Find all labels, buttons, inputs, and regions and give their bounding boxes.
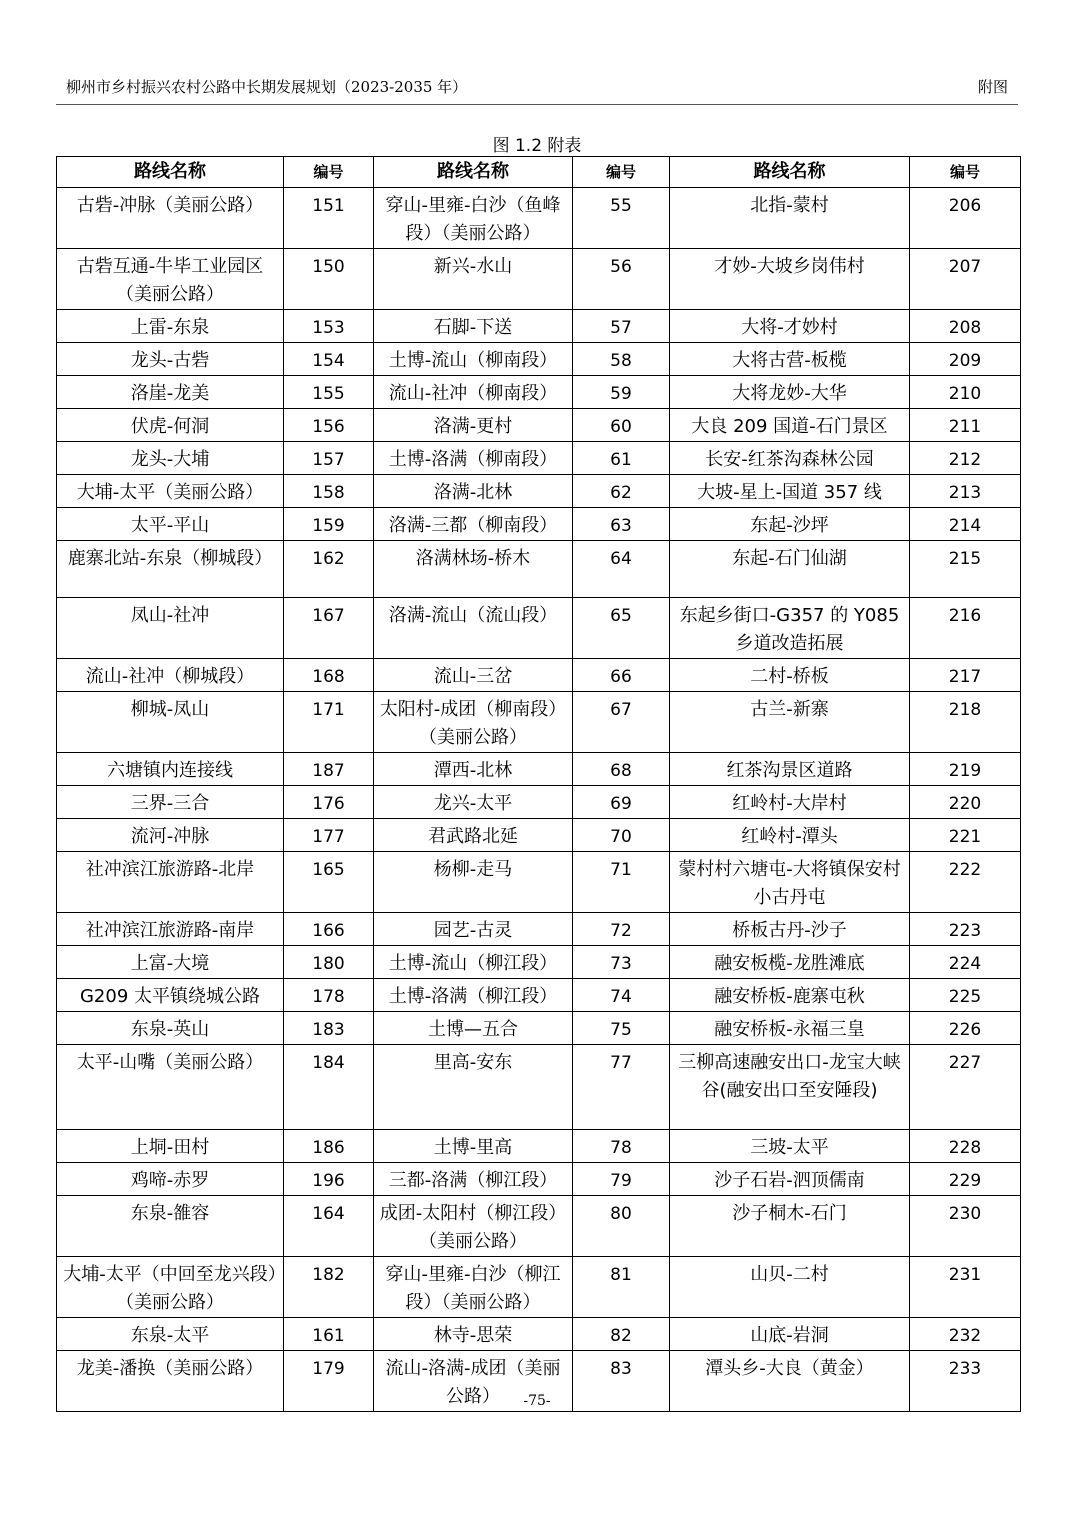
table-row (57, 188, 1021, 249)
route-number-cell: 151 (284, 188, 374, 249)
route-name-cell: 新兴-水山 (374, 249, 573, 310)
route-number-cell: 210 (910, 376, 1021, 409)
table-row (57, 541, 1021, 598)
route-name-cell: 融安桥板-鹿寨屯秋 (670, 979, 910, 1012)
route-name-cell: 红岭村-大岸村 (670, 786, 910, 819)
route-name-cell: 鸡啼-赤罗 (57, 1163, 284, 1196)
route-number-cell: 184 (284, 1045, 374, 1130)
route-name-cell: 上垌-田村 (57, 1130, 284, 1163)
route-name-cell: 三柳高速融安出口-龙宝大峡谷(融安出口至安陲段) (670, 1045, 910, 1130)
table-row (57, 598, 1021, 659)
route-name-cell: 古兰-新寨 (670, 692, 910, 753)
table-row (57, 1257, 1021, 1318)
table-row (57, 409, 1021, 442)
route-number-cell: 70 (573, 819, 670, 852)
route-number-cell: 83 (573, 1351, 670, 1412)
route-number-cell: 64 (573, 541, 670, 598)
route-number-cell: 69 (573, 786, 670, 819)
route-number-cell: 71 (573, 852, 670, 913)
route-number-cell: 183 (284, 1012, 374, 1045)
route-number-cell: 223 (910, 913, 1021, 946)
route-number-cell: 218 (910, 692, 1021, 753)
route-name-cell: 山贝-二村 (670, 1257, 910, 1318)
route-number-cell: 168 (284, 659, 374, 692)
route-number-cell: 206 (910, 188, 1021, 249)
route-name-cell: 洛满-三都（柳南段） (374, 508, 573, 541)
route-number-cell: 179 (284, 1351, 374, 1412)
route-number-cell: 196 (284, 1163, 374, 1196)
route-name-cell: 洛崖-龙美 (57, 376, 284, 409)
route-name-cell: 古砦-冲脉（美丽公路） (57, 188, 284, 249)
route-number-cell: 58 (573, 343, 670, 376)
route-number-cell: 75 (573, 1012, 670, 1045)
table-row (57, 786, 1021, 819)
route-number-cell: 159 (284, 508, 374, 541)
route-number-cell: 66 (573, 659, 670, 692)
route-name-cell: 潭西-北林 (374, 753, 573, 786)
route-name-cell: 潭头乡-大良（黄金） (670, 1351, 910, 1412)
route-name-cell: 桥板古丹-沙子 (670, 913, 910, 946)
route-name-cell: 大坡-星上-国道 357 线 (670, 475, 910, 508)
route-name-cell: 流山-三岔 (374, 659, 573, 692)
route-name-cell: 三坡-太平 (670, 1130, 910, 1163)
route-name-cell: 东泉-雒容 (57, 1196, 284, 1257)
table-row (57, 1196, 1021, 1257)
route-name-cell: 大良 209 国道-石门景区 (670, 409, 910, 442)
route-name-cell: 鹿寨北站-东泉（柳城段） (57, 541, 284, 598)
route-number-cell: 154 (284, 343, 374, 376)
route-name-cell: 穿山-里雍-白沙（鱼峰段）（美丽公路） (374, 188, 573, 249)
route-name-cell: 上雷-东泉 (57, 310, 284, 343)
route-name-cell: 社冲滨江旅游路-北岸 (57, 852, 284, 913)
route-number-cell: 158 (284, 475, 374, 508)
route-name-cell: 土博-流山（柳江段） (374, 946, 573, 979)
route-name-cell: 蒙村村六塘屯-大将镇保安村小古丹屯 (670, 852, 910, 913)
route-number-cell: 219 (910, 753, 1021, 786)
table-row (57, 310, 1021, 343)
route-name-cell: 洛满-流山（流山段） (374, 598, 573, 659)
document-header-title: 柳州市乡村振兴农村公路中长期发展规划（2023-2035 年） (66, 78, 468, 96)
column-header-route-name: 路线名称 (57, 157, 284, 188)
route-number-cell: 63 (573, 508, 670, 541)
route-number-cell: 72 (573, 913, 670, 946)
route-number-cell: 215 (910, 541, 1021, 598)
route-name-cell: 才妙-大坡乡岗伟村 (670, 249, 910, 310)
route-number-cell: 62 (573, 475, 670, 508)
table-row (57, 343, 1021, 376)
route-number-cell: 56 (573, 249, 670, 310)
route-number-cell: 232 (910, 1318, 1021, 1351)
route-number-cell: 68 (573, 753, 670, 786)
route-name-cell: 太平-平山 (57, 508, 284, 541)
route-name-cell: 龙头-古砦 (57, 343, 284, 376)
column-header-route-name: 路线名称 (374, 157, 573, 188)
route-name-cell: 龙兴-太平 (374, 786, 573, 819)
table-row (57, 1130, 1021, 1163)
route-name-cell: 土博-洛满（柳江段） (374, 979, 573, 1012)
route-name-cell: 二村-桥板 (670, 659, 910, 692)
route-number-cell: 180 (284, 946, 374, 979)
route-number-cell: 161 (284, 1318, 374, 1351)
route-name-cell: 六塘镇内连接线 (57, 753, 284, 786)
route-number-cell: 221 (910, 819, 1021, 852)
table-body (57, 188, 1021, 1412)
table-row (57, 376, 1021, 409)
route-name-cell: 大将龙妙-大华 (670, 376, 910, 409)
route-number-cell: 227 (910, 1045, 1021, 1130)
route-name-cell: 里高-安东 (374, 1045, 573, 1130)
route-name-cell: 山底-岩洞 (670, 1318, 910, 1351)
route-name-cell: 龙头-大埔 (57, 442, 284, 475)
route-number-cell: 208 (910, 310, 1021, 343)
route-name-cell: 土博-洛满（柳南段） (374, 442, 573, 475)
route-name-cell: 太阳村-成团（柳南段）（美丽公路） (374, 692, 573, 753)
route-name-cell: 流山-社冲（柳城段） (57, 659, 284, 692)
route-name-cell: 杨柳-走马 (374, 852, 573, 913)
route-name-cell: 太平-山嘴（美丽公路） (57, 1045, 284, 1130)
route-number-cell: 77 (573, 1045, 670, 1130)
route-name-cell: 伏虎-何洞 (57, 409, 284, 442)
route-number-cell: 225 (910, 979, 1021, 1012)
route-name-cell: 融安桥板-永福三皇 (670, 1012, 910, 1045)
table-row (57, 692, 1021, 753)
route-number-cell: 212 (910, 442, 1021, 475)
route-number-cell: 165 (284, 852, 374, 913)
route-number-cell: 214 (910, 508, 1021, 541)
route-name-cell: 大将-才妙村 (670, 310, 910, 343)
table-row (57, 1318, 1021, 1351)
route-number-cell: 65 (573, 598, 670, 659)
route-number-cell: 67 (573, 692, 670, 753)
route-name-cell: 成团-太阳村（柳江段）（美丽公路） (374, 1196, 573, 1257)
table-header-row (57, 157, 1021, 188)
page-number: -75- (523, 1393, 551, 1409)
route-number-cell: 79 (573, 1163, 670, 1196)
route-name-cell: 龙美-潘换（美丽公路） (57, 1351, 284, 1412)
route-number-cell: 178 (284, 979, 374, 1012)
route-name-cell: 洛满-更村 (374, 409, 573, 442)
route-number-cell: 209 (910, 343, 1021, 376)
table-row (57, 753, 1021, 786)
table-row (57, 442, 1021, 475)
route-number-cell: 231 (910, 1257, 1021, 1318)
table-row (57, 249, 1021, 310)
route-number-cell: 162 (284, 541, 374, 598)
table-row (57, 1163, 1021, 1196)
route-name-cell: 土博—五合 (374, 1012, 573, 1045)
route-number-cell: 82 (573, 1318, 670, 1351)
route-name-cell: 红茶沟景区道路 (670, 753, 910, 786)
route-number-cell: 74 (573, 979, 670, 1012)
route-name-cell: 东泉-英山 (57, 1012, 284, 1045)
route-name-cell: 土博-里高 (374, 1130, 573, 1163)
route-name-cell: 东起乡街口-G357 的 Y085 乡道改造拓展 (670, 598, 910, 659)
route-number-cell: 73 (573, 946, 670, 979)
table-row (57, 852, 1021, 913)
route-table (56, 156, 1021, 1412)
column-header-number: 编号 (284, 157, 374, 188)
route-number-cell: 157 (284, 442, 374, 475)
table-row (57, 659, 1021, 692)
route-name-cell: 东起-沙坪 (670, 508, 910, 541)
route-name-cell: 沙子桐木-石门 (670, 1196, 910, 1257)
route-number-cell: 171 (284, 692, 374, 753)
route-number-cell: 229 (910, 1163, 1021, 1196)
route-number-cell: 164 (284, 1196, 374, 1257)
route-name-cell: 大埔-太平（美丽公路） (57, 475, 284, 508)
route-number-cell: 233 (910, 1351, 1021, 1412)
route-number-cell: 150 (284, 249, 374, 310)
route-name-cell: 流河-冲脉 (57, 819, 284, 852)
route-number-cell: 216 (910, 598, 1021, 659)
route-number-cell: 220 (910, 786, 1021, 819)
column-header-number: 编号 (910, 157, 1021, 188)
route-name-cell: 东泉-太平 (57, 1318, 284, 1351)
route-name-cell: 君武路北延 (374, 819, 573, 852)
route-name-cell: G209 太平镇绕城公路 (57, 979, 284, 1012)
route-name-cell: 石脚-下送 (374, 310, 573, 343)
route-name-cell: 林寺-思荣 (374, 1318, 573, 1351)
route-name-cell: 洛满林场-桥木 (374, 541, 573, 598)
route-number-cell: 55 (573, 188, 670, 249)
route-name-cell: 洛满-北林 (374, 475, 573, 508)
table-row (57, 508, 1021, 541)
route-name-cell: 大埔-太平（中回至龙兴段）（美丽公路） (57, 1257, 284, 1318)
route-number-cell: 187 (284, 753, 374, 786)
route-number-cell: 182 (284, 1257, 374, 1318)
route-number-cell: 156 (284, 409, 374, 442)
route-number-cell: 78 (573, 1130, 670, 1163)
table-row (57, 913, 1021, 946)
route-number-cell: 177 (284, 819, 374, 852)
route-number-cell: 59 (573, 376, 670, 409)
route-number-cell: 153 (284, 310, 374, 343)
header-divider (56, 104, 1018, 105)
route-name-cell: 土博-流山（柳南段） (374, 343, 573, 376)
route-name-cell: 柳城-凤山 (57, 692, 284, 753)
route-name-cell: 大将古营-板榄 (670, 343, 910, 376)
table-row (57, 1045, 1021, 1130)
route-name-cell: 流山-洛满-成团（美丽公路） (374, 1351, 573, 1412)
route-number-cell: 226 (910, 1012, 1021, 1045)
table-row (57, 979, 1021, 1012)
column-header-route-name: 路线名称 (670, 157, 910, 188)
route-number-cell: 81 (573, 1257, 670, 1318)
route-number-cell: 60 (573, 409, 670, 442)
route-number-cell: 176 (284, 786, 374, 819)
route-number-cell: 222 (910, 852, 1021, 913)
route-name-cell: 穿山-里雍-白沙（柳江段）（美丽公路） (374, 1257, 573, 1318)
table-row (57, 475, 1021, 508)
route-name-cell: 三界-三合 (57, 786, 284, 819)
route-number-cell: 217 (910, 659, 1021, 692)
table-row (57, 819, 1021, 852)
route-number-cell: 57 (573, 310, 670, 343)
route-name-cell: 北指-蒙村 (670, 188, 910, 249)
route-number-cell: 166 (284, 913, 374, 946)
route-name-cell: 沙子石岩-泗顶儒南 (670, 1163, 910, 1196)
route-number-cell: 61 (573, 442, 670, 475)
route-number-cell: 224 (910, 946, 1021, 979)
route-number-cell: 211 (910, 409, 1021, 442)
route-name-cell: 红岭村-潭头 (670, 819, 910, 852)
route-number-cell: 155 (284, 376, 374, 409)
column-header-number: 编号 (573, 157, 670, 188)
route-name-cell: 长安-红茶沟森林公园 (670, 442, 910, 475)
route-name-cell: 流山-社冲（柳南段） (374, 376, 573, 409)
route-name-cell: 社冲滨江旅游路-南岸 (57, 913, 284, 946)
route-name-cell: 凤山-社冲 (57, 598, 284, 659)
route-number-cell: 167 (284, 598, 374, 659)
route-name-cell: 三都-洛满（柳江段） (374, 1163, 573, 1196)
route-number-cell: 228 (910, 1130, 1021, 1163)
route-name-cell: 东起-石门仙湖 (670, 541, 910, 598)
route-number-cell: 186 (284, 1130, 374, 1163)
route-name-cell: 上富-大境 (57, 946, 284, 979)
table-row (57, 946, 1021, 979)
table-row (57, 1012, 1021, 1045)
table-caption: 图 1.2 附表 (492, 136, 582, 156)
route-number-cell: 230 (910, 1196, 1021, 1257)
route-name-cell: 园艺-古灵 (374, 913, 573, 946)
route-number-cell: 207 (910, 249, 1021, 310)
route-number-cell: 213 (910, 475, 1021, 508)
route-number-cell: 80 (573, 1196, 670, 1257)
route-name-cell: 融安板榄-龙胜滩底 (670, 946, 910, 979)
route-name-cell: 古砦互通-牛毕工业园区（美丽公路） (57, 249, 284, 310)
document-header-label: 附图 (977, 78, 1008, 96)
